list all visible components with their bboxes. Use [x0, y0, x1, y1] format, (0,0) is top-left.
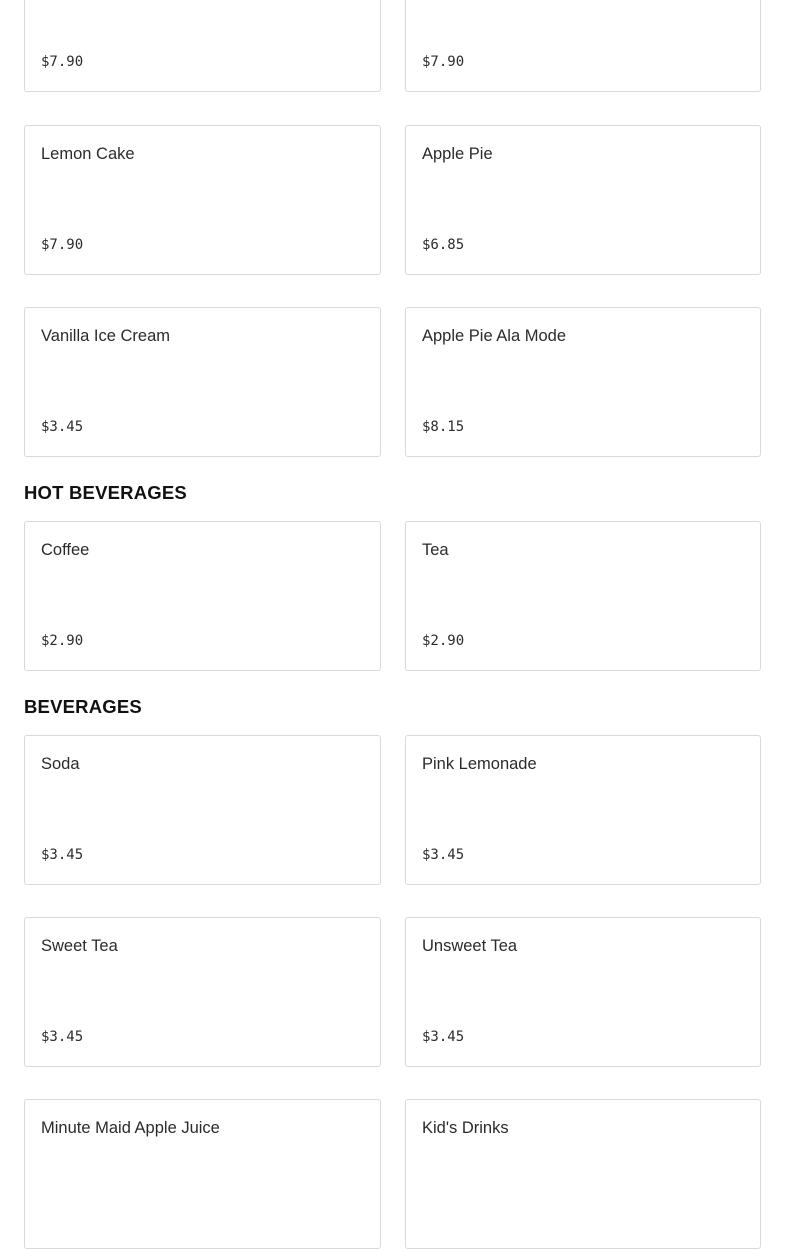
menu-item-card[interactable] — [405, 1099, 761, 1249]
item-name: Lemon Cake — [41, 145, 135, 163]
item-price: $2.90 — [422, 633, 465, 649]
menu-item-card[interactable] — [24, 1099, 381, 1249]
item-name: Minute Maid Apple Juice — [41, 1119, 220, 1137]
item-price: $2.90 — [41, 633, 84, 649]
item-name: Coffee — [41, 541, 90, 559]
menu-item-card[interactable] — [405, 0, 761, 92]
item-name: Unsweet Tea — [422, 937, 518, 955]
menu-item-card[interactable] — [405, 917, 761, 1067]
menu-item-card[interactable] — [405, 125, 761, 275]
menu-item-card[interactable] — [24, 735, 381, 885]
item-name: Apple Pie — [422, 145, 493, 163]
item-price: $3.45 — [41, 847, 84, 863]
item-name: Kid's Drinks — [422, 1119, 509, 1137]
item-name: Soda — [41, 755, 80, 773]
menu-item-card[interactable] — [405, 735, 761, 885]
section-heading-beverages: BEVERAGES — [24, 696, 142, 717]
item-price: $3.45 — [422, 1029, 465, 1045]
menu-item-card[interactable] — [24, 0, 381, 92]
item-price: $3.45 — [41, 419, 84, 435]
item-price: $7.90 — [422, 54, 465, 70]
item-name: Vanilla Ice Cream — [41, 327, 170, 345]
item-price: $6.85 — [422, 237, 465, 253]
section-heading-hot-beverages: HOT BEVERAGES — [24, 482, 187, 503]
menu-item-card[interactable] — [24, 521, 381, 671]
item-name: Sweet Tea — [41, 937, 118, 955]
item-name: Tea — [422, 541, 449, 559]
menu-item-card[interactable] — [24, 125, 381, 275]
menu-item-card[interactable] — [24, 917, 381, 1067]
menu-item-card[interactable] — [405, 521, 761, 671]
item-price: $3.45 — [41, 1029, 84, 1045]
menu-item-card[interactable] — [24, 307, 381, 457]
menu-item-card[interactable] — [405, 307, 761, 457]
item-price: $7.90 — [41, 54, 84, 70]
item-price: $3.45 — [422, 847, 465, 863]
item-price: $7.90 — [41, 237, 84, 253]
item-name: Pink Lemonade — [422, 755, 537, 773]
item-name: Apple Pie Ala Mode — [422, 327, 567, 345]
item-price: $8.15 — [422, 419, 465, 435]
